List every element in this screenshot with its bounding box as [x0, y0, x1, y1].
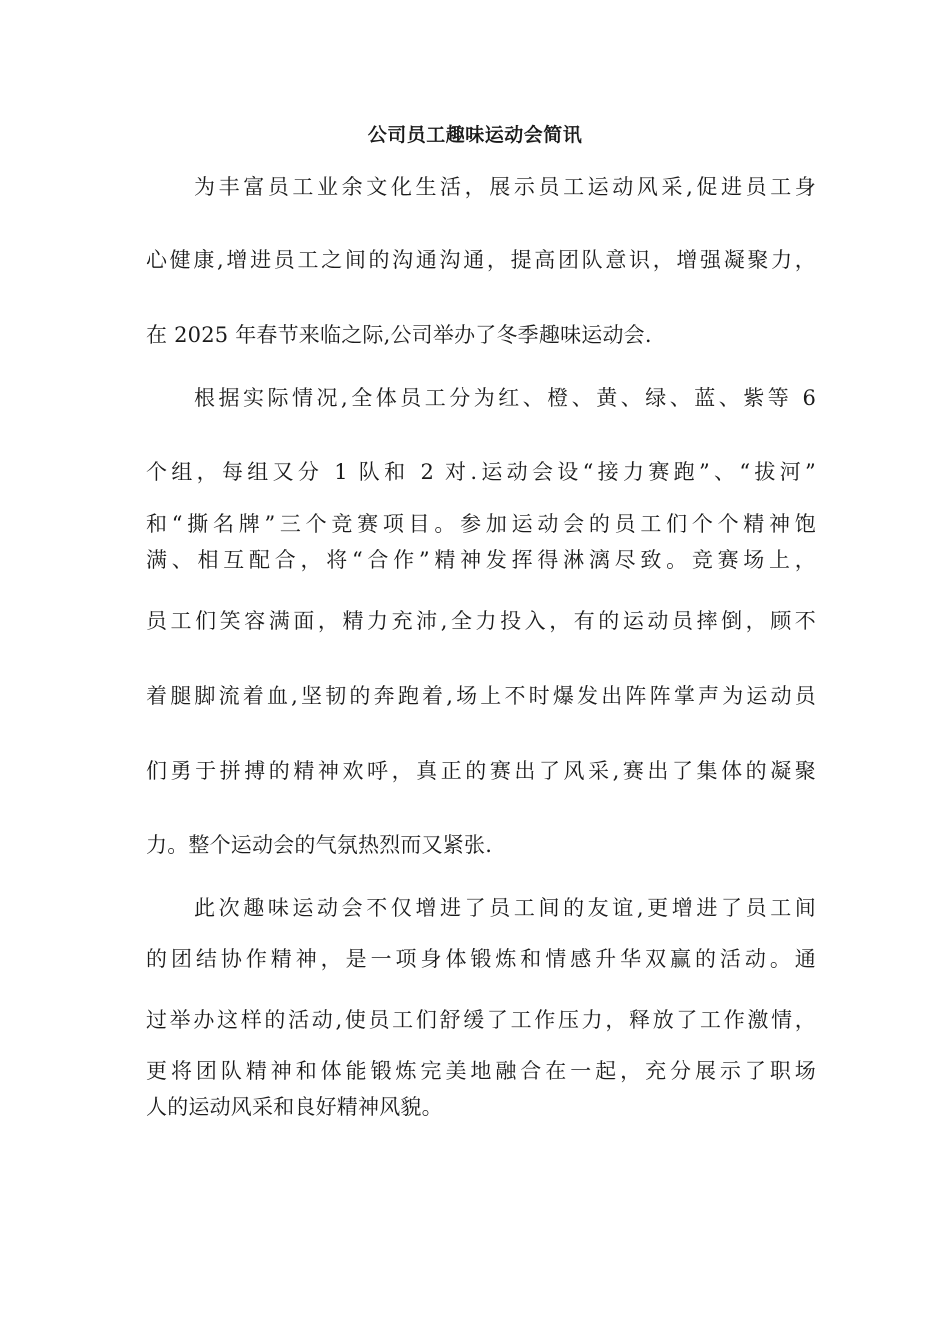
paragraph-3-line-2: 的团结协作精神，是一项身体锻炼和情感升华双赢的活动。通: [146, 947, 816, 971]
paragraph-1-line-2: 心健康,增进员工之间的沟通沟通，提高团队意识，增强凝聚力，: [146, 248, 816, 272]
paragraph-3-line-4: 更将团队精神和体能锻炼完美地融合在一起，充分展示了职场: [146, 1059, 816, 1083]
paragraph-2-line-8: 力。整个运动会的气氛热烈而又紧张.: [146, 833, 493, 857]
paragraph-3-line-3: 过举办这样的活动,使员工们舒缓了工作压力，释放了工作激情，: [146, 1008, 816, 1032]
document-title: 公司员工趣味运动会简讯: [367, 124, 583, 146]
paragraph-2-line-7: 们勇于拼搏的精神欢呼，真正的赛出了风采,赛出了集体的凝聚: [146, 759, 816, 783]
paragraph-1-line-1: 为丰富员工业余文化生活，展示员工运动风采,促进员工身: [194, 175, 816, 199]
paragraph-3-line-5: 人的运动风采和良好精神风貌。: [146, 1095, 443, 1119]
paragraph-2-line-3: 和“撕名牌”三个竞赛项目。参加运动会的员工们个个精神饱: [146, 512, 816, 536]
paragraph-2-line-5: 员工们笑容满面，精力充沛,全力投入，有的运动员摔倒，顾不: [146, 609, 816, 633]
paragraph-2-line-4: 满、相互配合，将“合作”精神发挥得淋漓尽致。竞赛场上，: [146, 548, 816, 572]
paragraph-2-line-2: 个组，每组又分 1 队和 2 对.运动会设“接力赛跑”、“拔河”: [146, 460, 816, 484]
paragraph-3-line-1: 此次趣味运动会不仅增进了员工间的友谊,更增进了员工间: [194, 896, 816, 920]
paragraph-2-line-6: 着腿脚流着血,坚韧的奔跑着,场上不时爆发出阵阵掌声为运动员: [146, 684, 816, 708]
paragraph-2-line-1: 根据实际情况,全体员工分为红、橙、黄、绿、蓝、紫等 6: [194, 386, 816, 410]
paragraph-1-line-3: 在 2025 年春节来临之际,公司举办了冬季趣味运动会.: [146, 323, 652, 347]
